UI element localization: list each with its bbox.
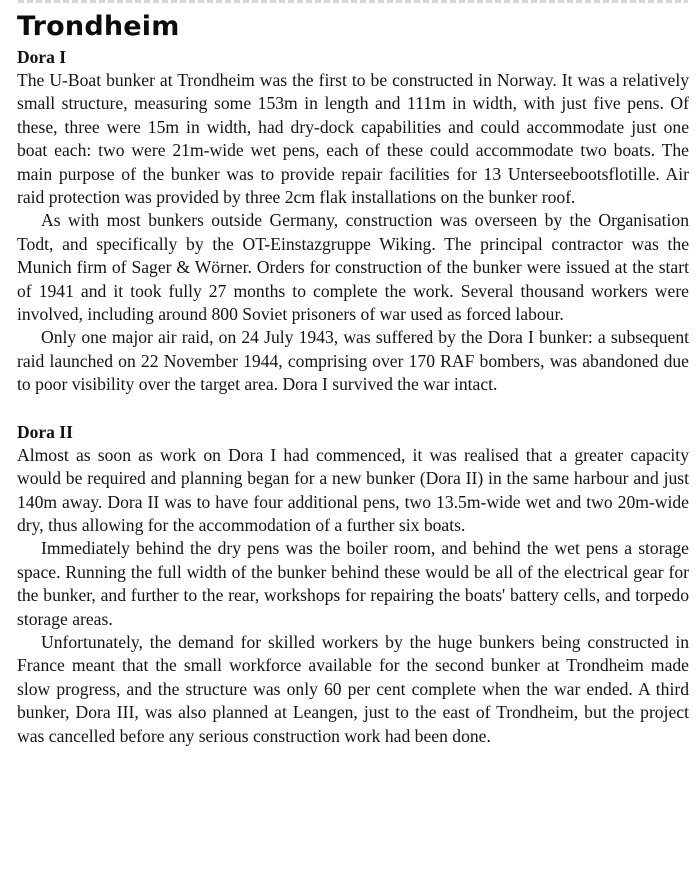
paragraph: As with most bunkers outside Germany, construction was overseen by the Organisation Todt, and specifically by the OT-Einstazgruppe Wiking. The principal contractor was the Munich firm of Sager & Wörner. Orders for construction of the bunker were issued at the start of 1941 and it took fully 27 months to complete the work. Several thousand workers were involved, including around 800 Soviet prisoners of war used as forced labour. — [17, 210, 689, 325]
paragraph: Unfortunately, the demand for skilled workers by the huge bunkers being constructed in France meant that the small workforce available for the second bunker at Trondheim made slow progress, and the structure was only 60 per cent complete when the war ended. A third bunker, Dora III, was also planned at Leangen, just to the east of Trondheim, but the project was cancelled before any serious construction work had been done. — [17, 631, 689, 746]
section-dora-2 — [17, 421, 689, 748]
section-spacer — [17, 397, 689, 421]
document-page — [17, 10, 689, 748]
section-heading: Dora II — [17, 421, 73, 442]
paragraph: Immediately behind the dry pens was the boiler room, and behind the wet pens a storage space. Running the full width of the bunker behind these would be all of the electrical gear for the bunker, and further to the rear, workshops for repairing the boats' battery cells, and torpedo storage areas. — [17, 538, 689, 629]
paragraph: The U-Boat bunker at Trondheim was the first to be constructed in Norway. It was a relatively small structure, measuring some 153m in length and 111m in width, with just five pens. Of these, three were 15m in width, had dry-dock capabilities and could accommodate just one boat each: two were 21m-wide wet pens, each of these could accommodate two boats. The main purpose of the bunker was to provide repair facilities for 13 Unterseebootsflotille. Air raid protection was provided by three 2cm flak installations on the bunker roof. — [17, 70, 689, 208]
page-title: Trondheim — [17, 11, 180, 42]
paragraph: Only one major air raid, on 24 July 1943, was suffered by the Dora I bunker: a subsequent raid launched on 22 November 1944, comprising over 170 RAF bombers, was abandoned due to poor visibility over the target area. Dora I survived the war intact. — [17, 327, 689, 395]
section-heading: Dora I — [17, 47, 67, 67]
paragraph: Almost as soon as work on Dora I had commenced, it was realised that a greater capacity would be required and planning began for a new bunker (Dora II) in the same harbour and just 140m away. Dora II was to have four additional pens, two 13.5m-wide wet and two 20m-wide dry, thus allowing for the accommodation of a further six boats. — [17, 444, 689, 535]
section-dora-1 — [17, 46, 689, 397]
cropped-previous-line — [18, 0, 688, 3]
